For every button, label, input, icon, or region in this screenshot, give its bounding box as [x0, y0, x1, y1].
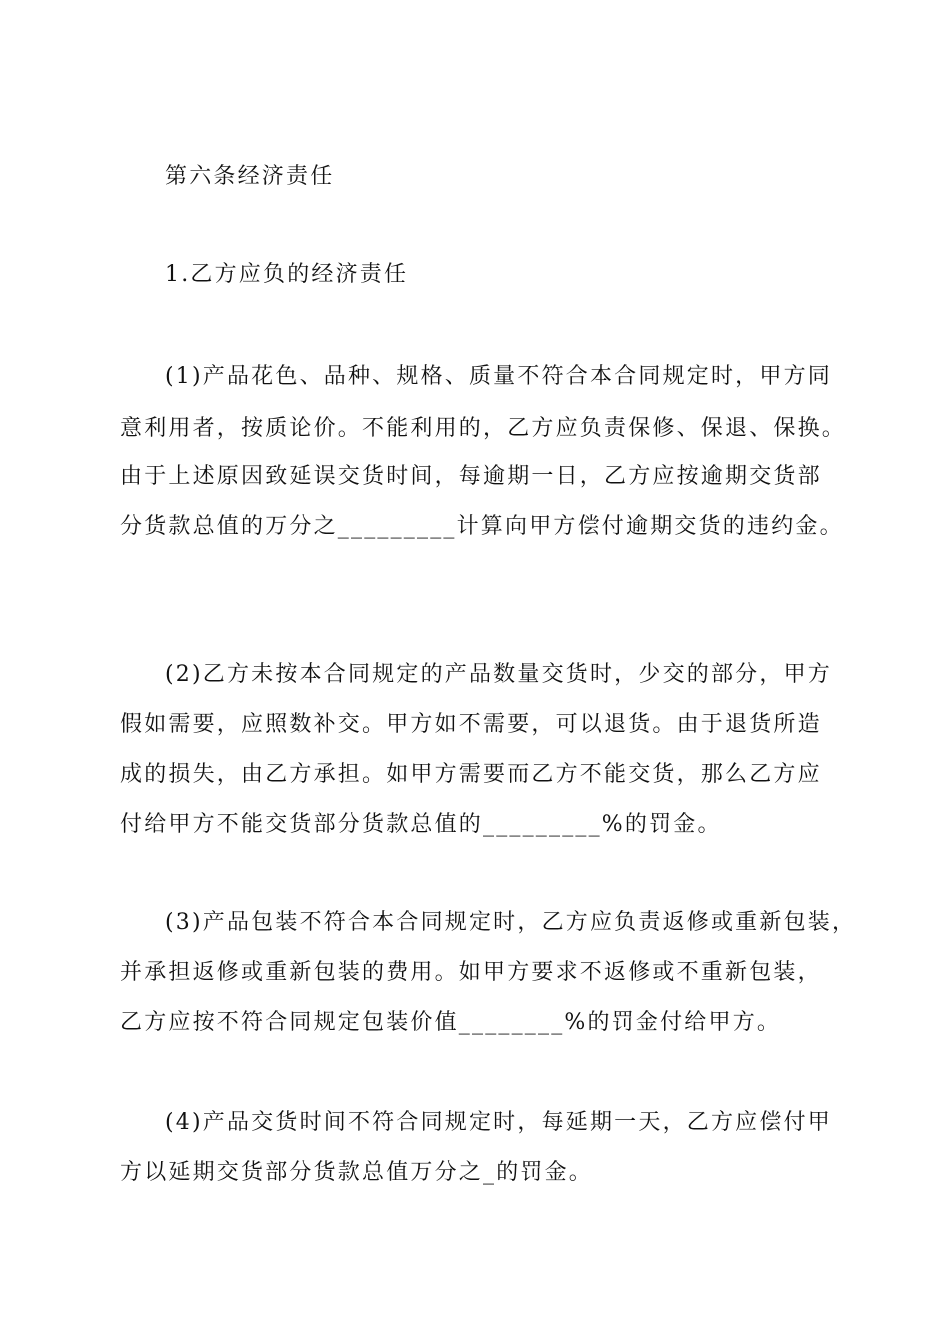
paragraph-line: (2)乙方未按本合同规定的产品数量交货时，少交的部分，甲方 [165, 662, 832, 687]
paragraph-line: (4)产品交货时间不符合同规定时，每延期一天，乙方应偿付甲 [165, 1110, 832, 1135]
paragraph-line: 由于上述原因致延误交货时间，每逾期一日，乙方应按逾期交货部 [120, 464, 822, 489]
paragraph-line: 方以延期交货部分货款总值万分之_的罚金。 [120, 1160, 594, 1185]
paragraph-line: 并承担返修或重新包装的费用。如甲方要求不返修或不重新包装， [120, 960, 822, 985]
paragraph-line: 乙方应按不符合同规定包装价值________%的罚金付给甲方。 [120, 1010, 782, 1035]
section-heading: 第六条经济责任 [165, 164, 335, 189]
paragraph-line: 分货款总值的万分之_________计算向甲方偿付逾期交货的违约金。 [120, 514, 844, 539]
subsection-heading: 1.乙方应负的经济责任 [165, 262, 409, 287]
paragraph-line: 假如需要，应照数补交。甲方如不需要，可以退货。由于退货所造 [120, 712, 822, 737]
paragraph-line: 付给甲方不能交货部分货款总值的_________%的罚金。 [120, 812, 722, 837]
paragraph-line: 意利用者，按质论价。不能利用的，乙方应负责保修、保退、保换。 [120, 416, 847, 441]
paragraph-line: (1)产品花色、品种、规格、质量不符合本合同规定时，甲方同 [165, 364, 832, 389]
paragraph-line: (3)产品包装不符合本合同规定时，乙方应负责返修或重新包装， [165, 910, 857, 935]
paragraph-line: 成的损失，由乙方承担。如甲方需要而乙方不能交货，那么乙方应 [120, 762, 822, 787]
